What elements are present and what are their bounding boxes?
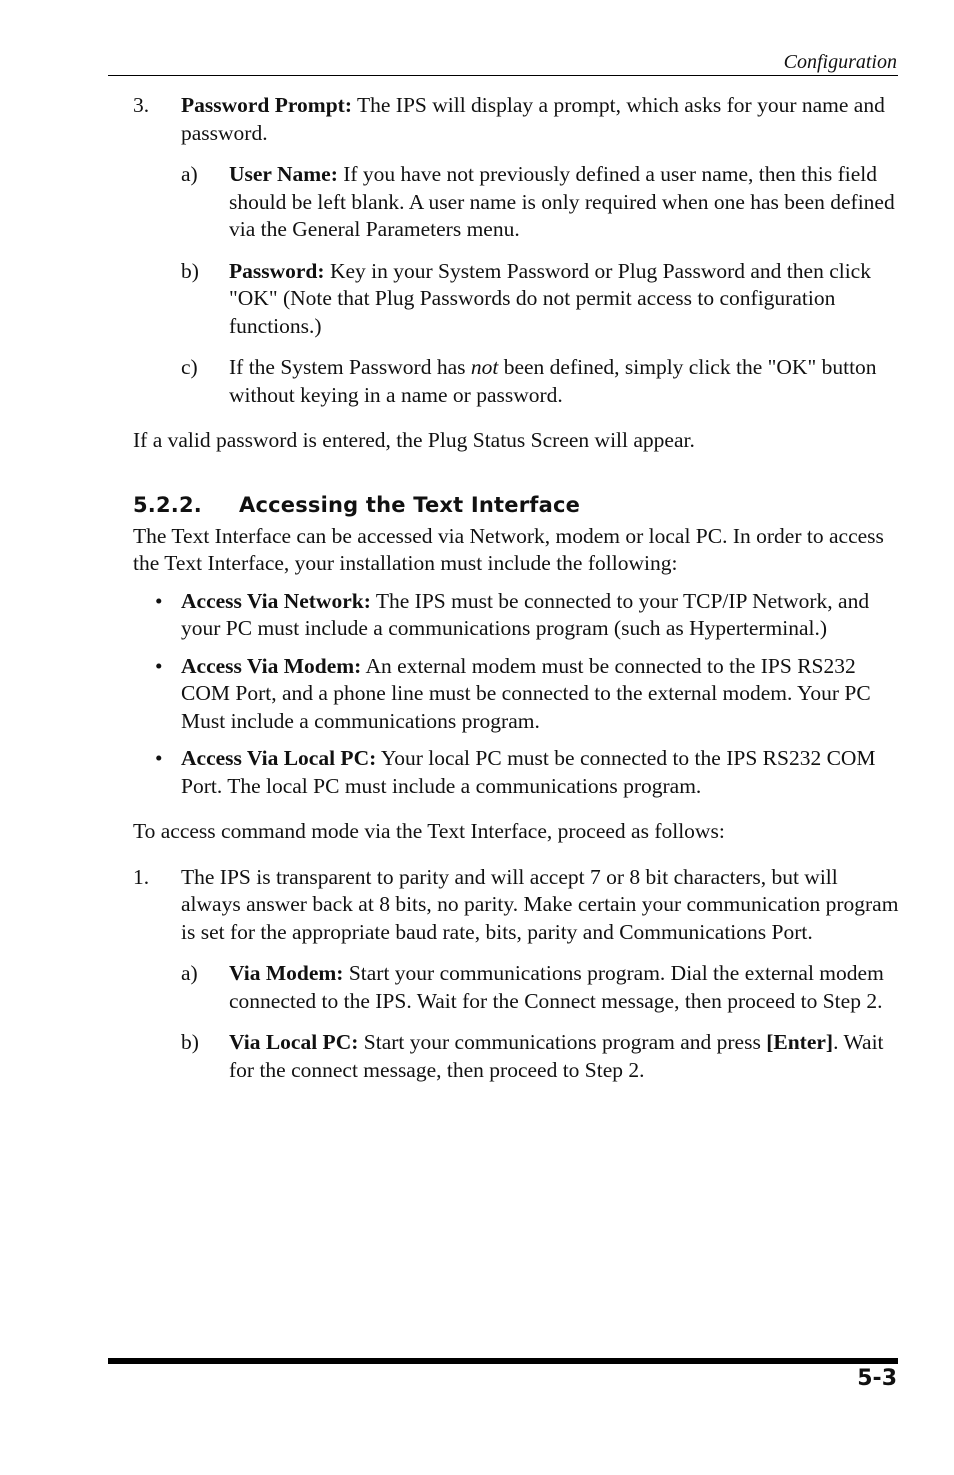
step-3	[133, 92, 901, 147]
sub-item-text: Start your communications program. Dial the external modem connected to the IPS. Wait for the Connect message, then proceed to Step 2.	[229, 961, 884, 1013]
header-rule	[108, 75, 898, 76]
sub-item-marker: c)	[181, 355, 198, 379]
running-header: Configuration	[783, 51, 897, 73]
bullet-text: Your local PC must be connected to the IPS RS232 COM Port. The local PC must include a communications program.	[181, 746, 876, 798]
step-1	[133, 864, 901, 947]
sub-item-via-modem	[181, 960, 901, 1015]
section-title: Accessing the Text Interface	[239, 492, 581, 517]
page-body	[133, 92, 901, 1084]
sub-item-label: User Name:	[229, 162, 338, 186]
bullet-access-local-pc	[155, 745, 901, 800]
bullet-text: The IPS must be connected to your TCP/IP Network, and your PC must include a communications program (such as Hyperterminal.)	[181, 588, 870, 640]
step-label: Password Prompt:	[181, 93, 352, 117]
sub-item-label: Via Modem:	[229, 961, 344, 985]
bullet-access-modem	[155, 653, 901, 736]
section-heading	[133, 491, 901, 519]
bullet-icon: •	[155, 653, 163, 678]
bullet-label: Access Via Modem:	[181, 653, 362, 678]
sub-item-password	[181, 258, 901, 341]
sub-item-label: Via Local PC:	[229, 1030, 359, 1054]
step-text	[181, 92, 901, 147]
sub-item-marker: a)	[181, 162, 198, 186]
sub-item-no-password	[181, 354, 901, 409]
bullet-text: An external modem must be connected to the IPS RS232 COM Port, and a phone line must be connected to the external modem. Your PC Must include a communications program.	[181, 653, 871, 733]
sub-item-text: Key in your System Password or Plug Password and then click "OK" (Note that Plug Passwords do not permit access to configuration functions.)	[229, 258, 871, 338]
sub-item-text: If you have not previously defined a user name, then this field should be left blank. A user name is only required when one has been defined via the General Parameters menu.	[229, 162, 895, 241]
sub-item-marker: b)	[181, 258, 199, 283]
sub-item-text: been defined, simply click the "OK" button without keying in a name or password.	[229, 355, 877, 407]
page-number: 5-3	[857, 1366, 897, 1391]
sub-item-marker: a)	[181, 961, 198, 985]
sub-item-text: . Wait for the connect message, then proceed to Step 2.	[229, 1030, 884, 1082]
step-description: The IPS will display a prompt, which asks for your name and password.	[181, 93, 885, 145]
step-number: 3.	[133, 93, 150, 117]
footer-rule	[108, 1358, 898, 1364]
bullet-label: Access Via Network:	[181, 588, 371, 613]
section-number: 5.2.2.	[133, 492, 202, 517]
sub-item-text: If the System Password has	[229, 355, 471, 379]
step-text: The IPS is transparent to parity and will accept 7 or 8 bit characters, but will always answer back at 8 bits, no parity. Make certain your communication program is set for the appropriate baud rate, bits, parity and Communications Port.	[181, 864, 899, 944]
enter-key: [Enter]	[766, 1030, 834, 1054]
sub-item-text: Start your communications program and press	[358, 1030, 767, 1054]
section-intro: The Text Interface can be accessed via Network, modem or local PC. In order to access the Text Interface, your installation must include the following:	[133, 523, 884, 575]
sub-item-via-local-pc	[181, 1029, 901, 1084]
bullet-icon: •	[155, 746, 163, 770]
step-number: 1.	[133, 864, 150, 889]
emphasis-not: not	[470, 355, 499, 379]
proceed-paragraph: To access command mode via the Text Interface, proceed as follows:	[133, 819, 725, 843]
bullet-icon: •	[155, 588, 163, 613]
bullet-label: Access Via Local PC:	[181, 746, 377, 770]
sub-item-label: Password:	[229, 258, 325, 283]
sub-item-user-name	[181, 161, 901, 244]
sub-item-marker: b)	[181, 1030, 199, 1054]
valid-password-paragraph: If a valid password is entered, the Plug Status Screen will appear.	[133, 428, 695, 452]
bullet-access-network	[155, 588, 901, 643]
